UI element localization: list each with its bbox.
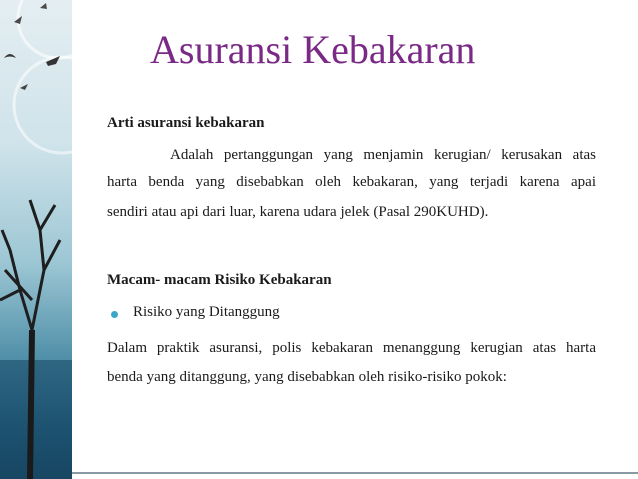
section-heading-definition: Arti asuransi kebakaran bbox=[107, 115, 265, 131]
paragraph-line: harta benda yang disebabkan oleh kebakaran, yang terjadi karena apai bbox=[107, 174, 596, 190]
decorative-side-panel bbox=[0, 0, 72, 479]
bullet-icon bbox=[111, 311, 118, 318]
bullet-item: Risiko yang Ditanggung bbox=[133, 304, 280, 320]
section-heading-risk-types: Macam- macam Risiko Kebakaran bbox=[107, 272, 332, 288]
paragraph-line: Adalah pertanggungan yang menjamin kerugian/ kerusakan atas bbox=[170, 147, 596, 163]
paragraph-line: benda yang ditanggung, yang disebabkan oleh risiko-risiko pokok: bbox=[107, 369, 507, 385]
tree-and-birds-illustration bbox=[0, 0, 72, 479]
footer-divider bbox=[72, 472, 638, 474]
slide-title: Asuransi Kebakaran bbox=[150, 27, 476, 72]
paragraph-line: Dalam praktik asuransi, polis kebakaran menanggung kerugian atas harta bbox=[107, 340, 596, 356]
paragraph-line: sendiri atau api dari luar, karena udara jelek (Pasal 290KUHD). bbox=[107, 204, 489, 220]
